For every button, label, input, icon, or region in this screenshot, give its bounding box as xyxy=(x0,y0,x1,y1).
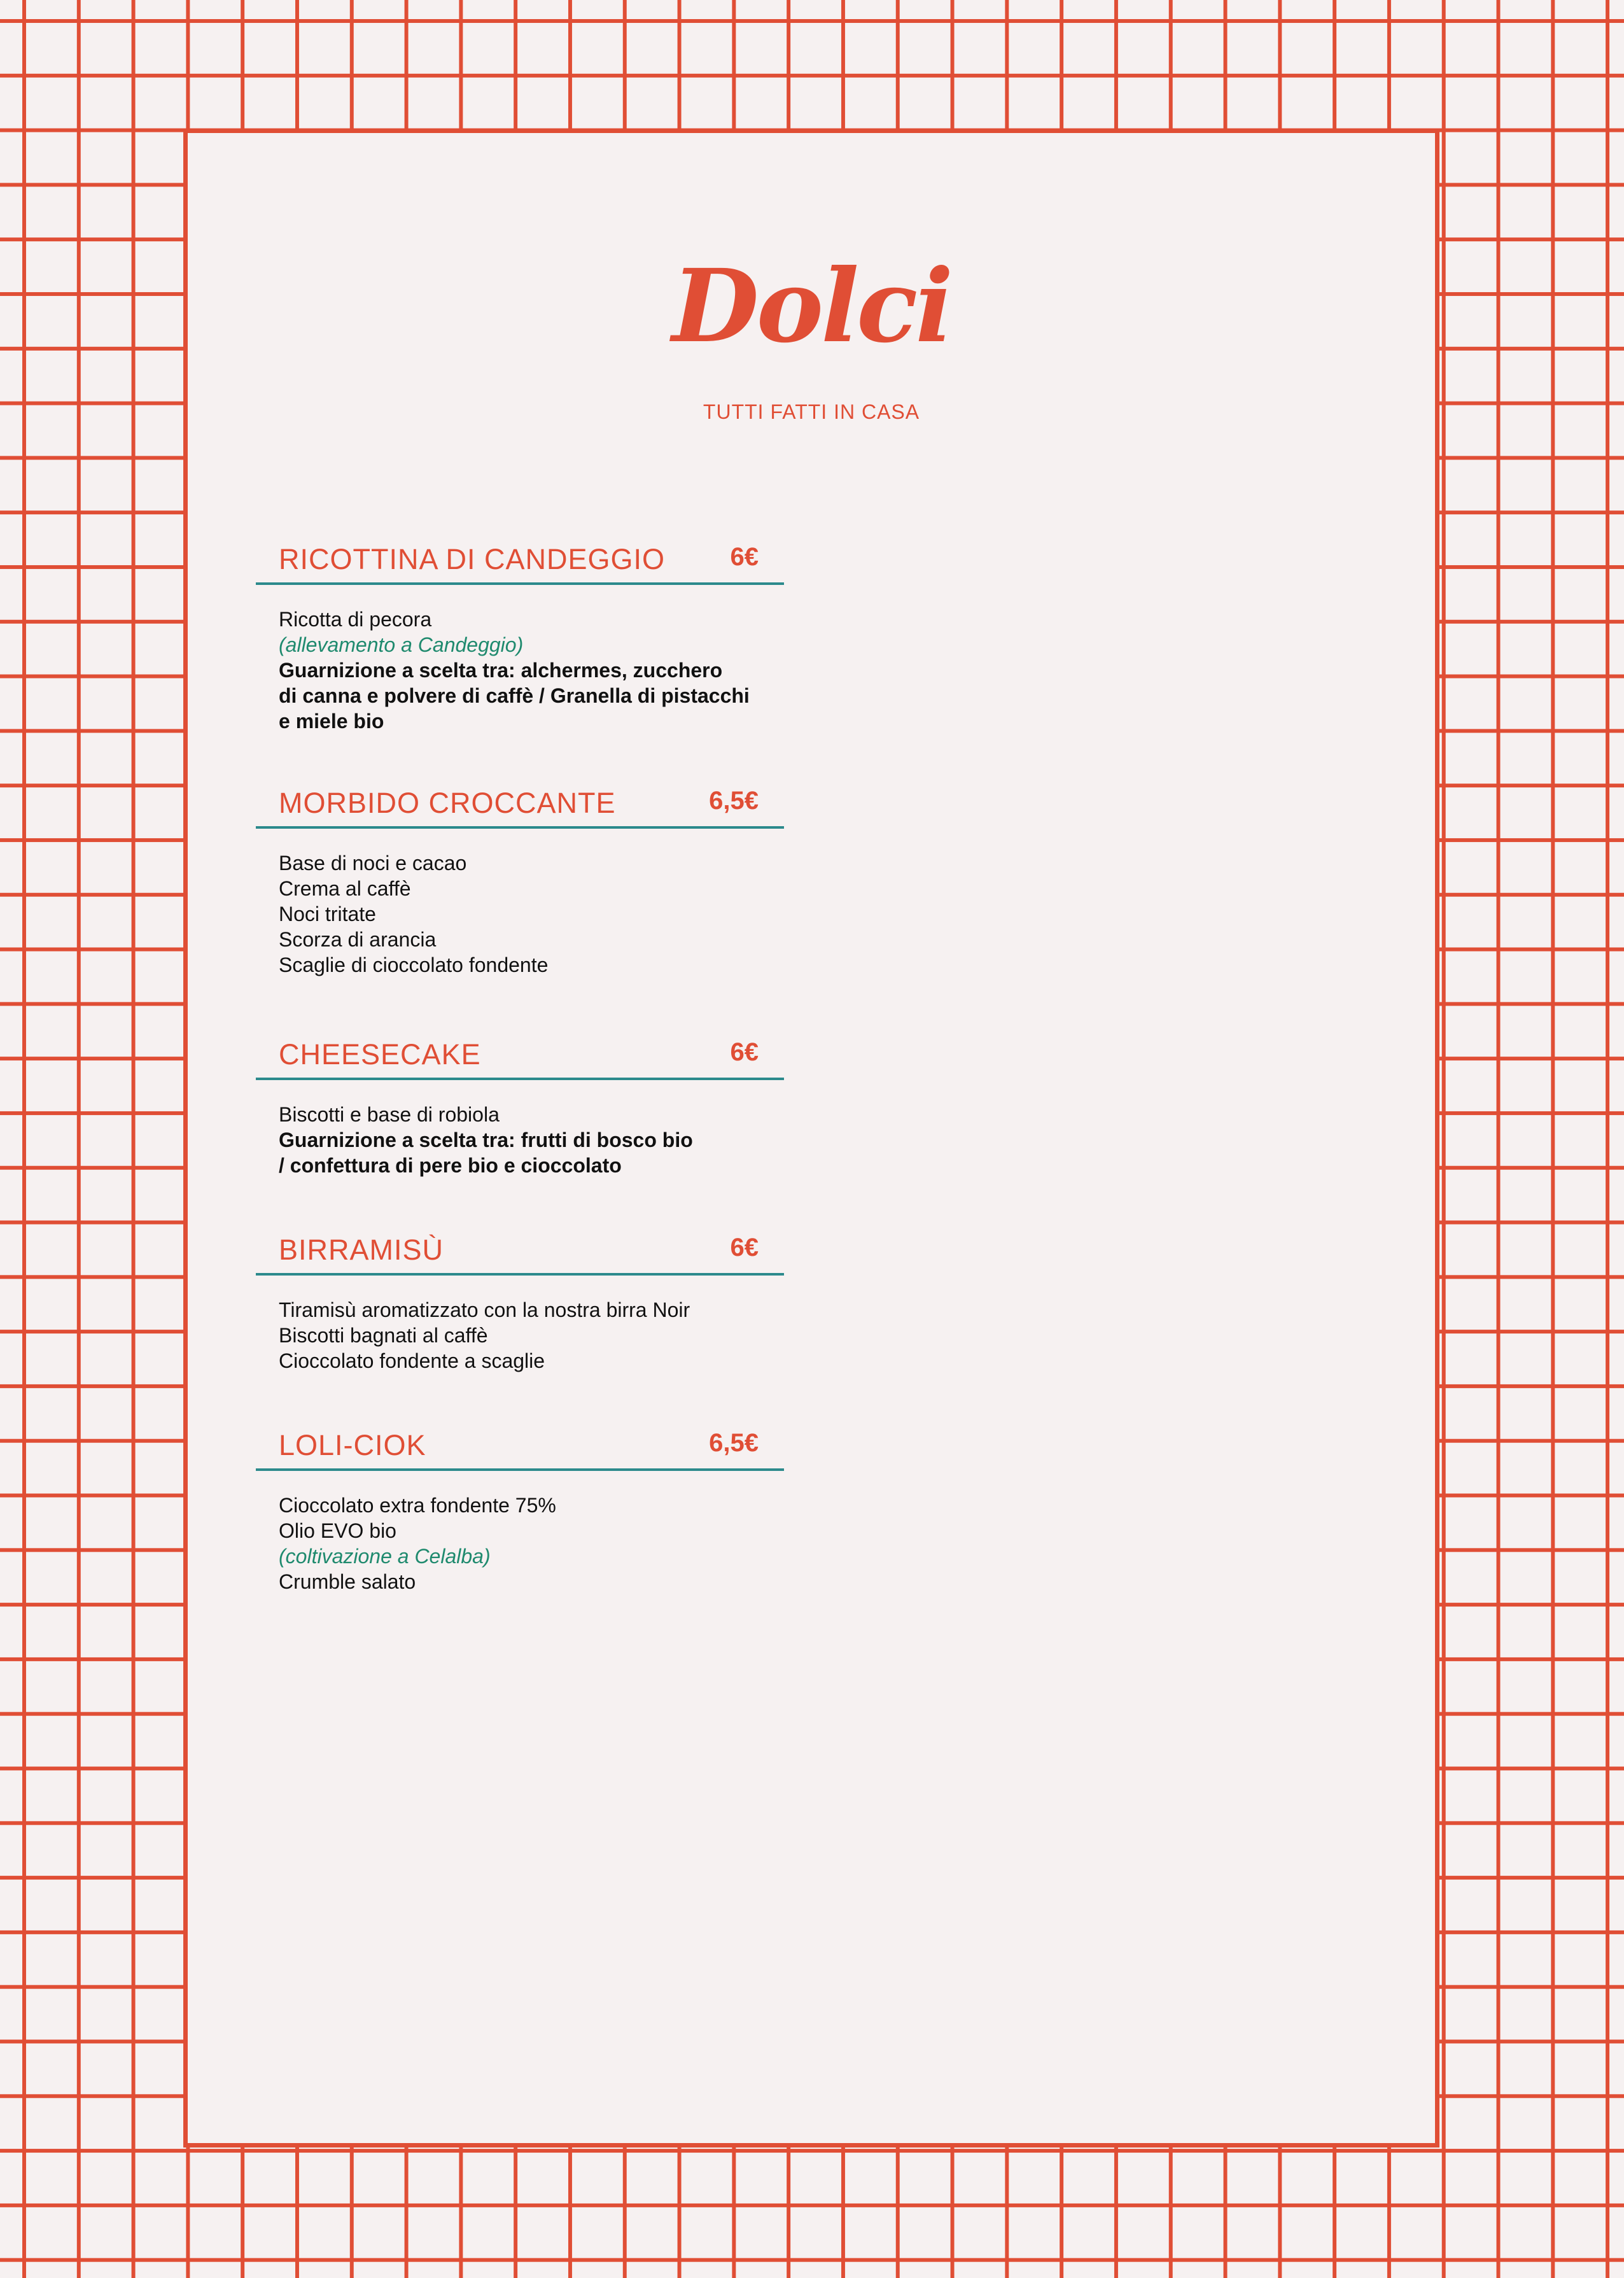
description-line: Scorza di arancia xyxy=(279,928,437,951)
menu-item-header xyxy=(256,787,784,829)
menu-item-header xyxy=(256,1429,784,1471)
description-line: / confettura di pere bio e cioccolato xyxy=(279,1154,622,1177)
menu-item xyxy=(256,1429,829,1594)
description-line: Scaglie di cioccolato fondente xyxy=(279,953,549,976)
description-line: Tiramisù aromatizzato con la nostra birra Noir xyxy=(279,1298,690,1321)
description-line: Base di noci e cacao xyxy=(279,852,467,875)
menu-item-description xyxy=(279,850,829,978)
page-subtitle: TUTTI FATTI IN CASA xyxy=(703,400,920,423)
menu-item-description xyxy=(279,1493,829,1594)
menu-item-header xyxy=(256,1234,784,1276)
menu-item xyxy=(256,1234,829,1374)
description-line: Crumble salato xyxy=(279,1570,416,1593)
menu-item-name: LOLI-CIOK xyxy=(279,1429,426,1461)
menu-item-price: 6€ xyxy=(730,1234,759,1262)
menu-item-name: CHEESECAKE xyxy=(279,1038,481,1071)
description-line: Olio EVO bio xyxy=(279,1519,396,1542)
menu-item xyxy=(256,543,829,734)
description-line: Cioccolato fondente a scaglie xyxy=(279,1349,545,1372)
menu-item-price: 6,5€ xyxy=(709,787,759,815)
menu-item-header xyxy=(256,1038,784,1080)
menu-item xyxy=(256,787,829,978)
menu-item-price: 6€ xyxy=(730,543,759,571)
menu-item-name: BIRRAMISÙ xyxy=(279,1234,444,1266)
description-line: Guarnizione a scelta tra: frutti di bosco bio xyxy=(279,1128,693,1151)
description-line: (coltivazione a Celalba) xyxy=(279,1545,491,1568)
description-line: Guarnizione a scelta tra: alchermes, zucchero xyxy=(279,659,723,682)
menu-item-price: 6€ xyxy=(730,1038,759,1066)
menu-item-name: MORBIDO CROCCANTE xyxy=(279,787,616,819)
menu-item-price: 6,5€ xyxy=(709,1429,759,1457)
description-line: e miele bio xyxy=(279,710,384,733)
description-line: Crema al caffè xyxy=(279,877,411,900)
description-line: Biscotti bagnati al caffè xyxy=(279,1324,488,1347)
menu-item-header xyxy=(256,543,784,585)
menu-item xyxy=(256,1038,829,1178)
description-line: (allevamento a Candeggio) xyxy=(279,633,524,656)
menu-item-name: RICOTTINA DI CANDEGGIO xyxy=(279,543,666,575)
description-line: Biscotti e base di robiola xyxy=(279,1103,500,1126)
description-line: di canna e polvere di caffè / Granella di pistacchi xyxy=(279,684,750,707)
menu-item-description xyxy=(279,1297,829,1374)
description-line: Ricotta di pecora xyxy=(279,608,432,631)
menu-item-description xyxy=(279,1102,829,1178)
description-line: Cioccolato extra fondente 75% xyxy=(279,1494,556,1517)
menu-item-description xyxy=(279,607,829,734)
menu-card xyxy=(183,129,1439,2148)
description-line: Noci tritate xyxy=(279,903,376,925)
page-title: Dolci xyxy=(671,248,951,365)
